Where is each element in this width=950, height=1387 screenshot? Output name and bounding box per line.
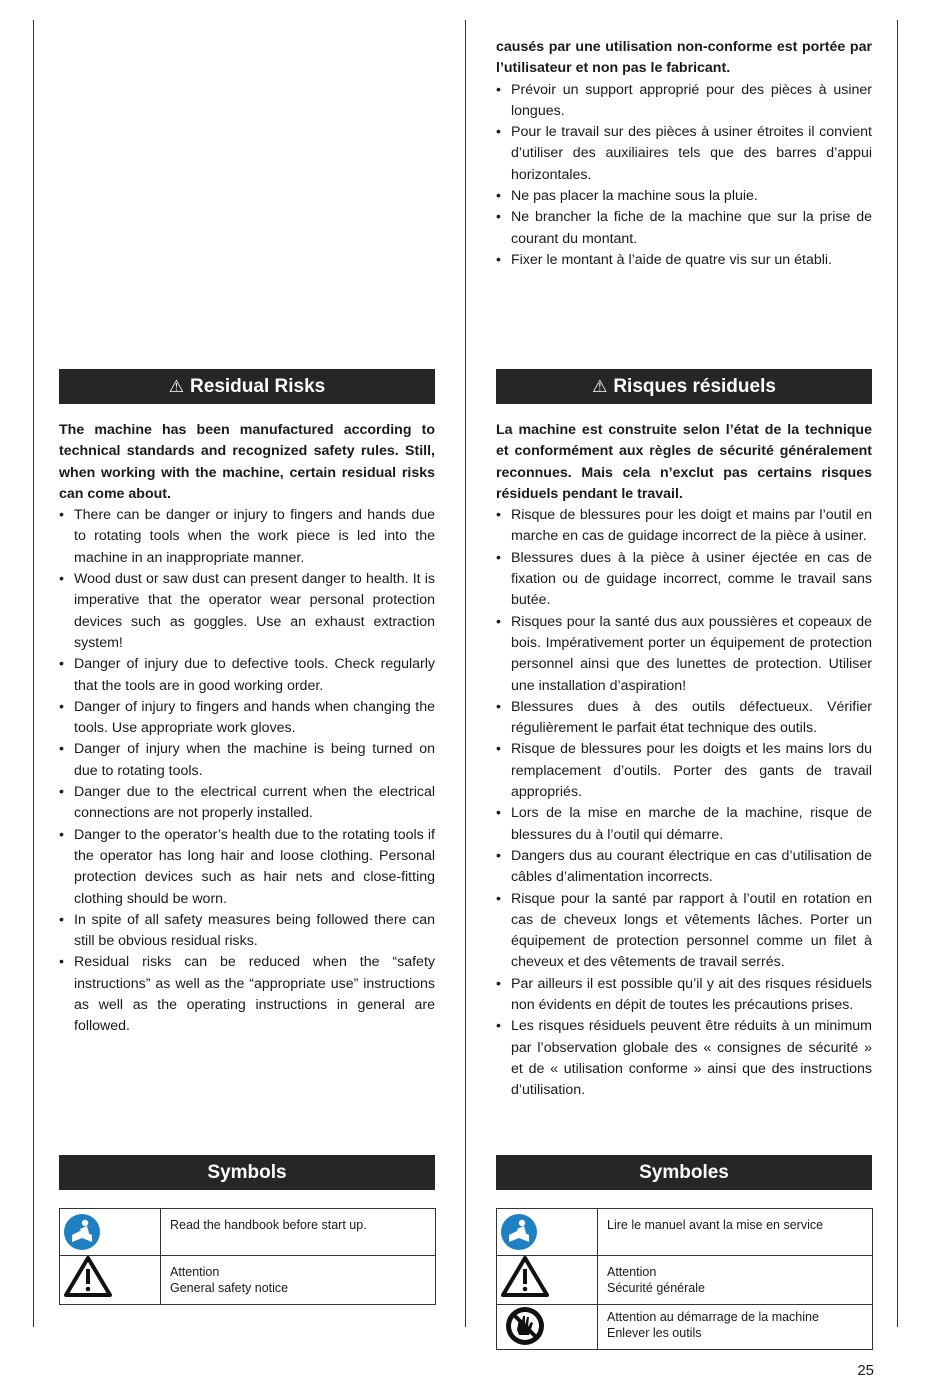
warning-icon: ⚠ bbox=[168, 377, 185, 396]
list-item: • Par ailleurs il est possible qu’il y ait des risques résiduels non évidents en dépit de toutes les précautions prises. bbox=[496, 974, 872, 1017]
warning-icon: ⚠ bbox=[592, 377, 608, 396]
list-item: • Danger of injury due to defective tools. Check regularly that the tools are in good working order. bbox=[59, 654, 435, 697]
list-item: • Les risques résiduels peuvent être réduits à un minimum par l’observation globale des « consignes de sécurité » et de « utilisation conforme » ainsi que des instructions d’utilisation. bbox=[496, 1016, 872, 1101]
warning-triangle-icon bbox=[497, 1256, 557, 1298]
list-item: • Residual risks can be reduced when the “safety instructions” as well as the “appropriate use” instructions as well as the operating instructions in general are followed. bbox=[59, 952, 435, 1037]
residual-risks-header bbox=[59, 369, 435, 404]
risques-residuels-header bbox=[496, 369, 872, 404]
list-item: • Risque de blessures pour les doigts et les mains lors du remplacement d’outils. Porter des gants de travail appropriés. bbox=[496, 739, 872, 803]
center-gutter-line bbox=[465, 20, 466, 1327]
read-manual-icon bbox=[60, 1209, 120, 1255]
list-item: • Danger of injury to fingers and hands when changing the tools. Use appropriate work gloves. bbox=[59, 697, 435, 740]
list-item: • Risque de blessures pour les doigt et mains par l’outil en marche en cas de guidage incorrect de la pièce à usiner. bbox=[496, 505, 872, 548]
table-row bbox=[497, 1256, 873, 1305]
table-row bbox=[497, 1209, 873, 1256]
list-item: • There can be danger or injury to fingers and hands due to rotating tools when the work piece is led into the machine in an inappropriate manner. bbox=[59, 505, 435, 569]
list-item: • Lors de la mise en marche de la machine, risque de blessures du à l’outil qui démarre. bbox=[496, 803, 872, 846]
list-item: • Prévoir un support approprié pour des pièces à usiner longues. bbox=[496, 80, 872, 123]
symbol-text: Sécurité générale bbox=[607, 1281, 705, 1295]
table-row bbox=[497, 1305, 873, 1350]
section-title: Symboles bbox=[639, 1162, 729, 1183]
liability-note: causés par une utilisation non-conforme est portée par l’utilisateur et non pas le fabricant. bbox=[496, 39, 872, 77]
symbol-text: Attention bbox=[607, 1265, 657, 1279]
table-row bbox=[60, 1256, 436, 1305]
warning-triangle-icon bbox=[60, 1256, 120, 1298]
right-top-list bbox=[496, 80, 872, 272]
symbol-text: Read the handbook before start up. bbox=[170, 1218, 367, 1232]
residual-risks-section bbox=[59, 420, 435, 1038]
symbols-table bbox=[59, 1208, 436, 1305]
section-title: Risques résiduels bbox=[613, 376, 776, 397]
symbol-text: Lire le manuel avant la mise en service bbox=[607, 1218, 824, 1232]
list-item: • Risques pour la santé dus aux poussières et copeaux de bois. Impérativement porter un équipement de protection personnel ainsi que des lunettes de protection. Utiliser une installation d’aspiration! bbox=[496, 612, 872, 697]
list-item: • Fixer le montant à l’aide de quatre vis sur un établi. bbox=[496, 250, 872, 271]
right-margin-line bbox=[897, 20, 898, 1327]
symbol-text: Enlever les outils bbox=[607, 1326, 702, 1340]
list-item: • Danger to the operator’s health due to the rotating tools if the operator has long hair and loose clothing. Personal protection devices such as hair nets and close-fitting clothing should be worn. bbox=[59, 825, 435, 910]
residual-list bbox=[59, 505, 435, 1037]
list-item: • Wood dust or saw dust can present danger to health. It is imperative that the operator wear personal protection devices such as goggles. Use an exhaust extraction system! bbox=[59, 569, 435, 654]
symbol-text: General safety notice bbox=[170, 1281, 289, 1295]
section-title: Symbols bbox=[207, 1162, 287, 1183]
list-item: • Pour le travail sur des pièces à usiner étroites il convient d’utiliser des auxiliaires tels que des barres d’appui horizontales. bbox=[496, 122, 872, 186]
section-title: Residual Risks bbox=[190, 376, 326, 397]
residual-intro: La machine est construite selon l’état de la technique et conformément aux règles de sécurité généralement reconnues. Mais cela n’exclut pas certains risques résiduels pendant le travail. bbox=[496, 422, 872, 502]
residual-list bbox=[496, 505, 872, 1101]
table-row bbox=[60, 1209, 436, 1256]
list-item: • Blessures dues à des outils défectueux. Vérifier régulièrement le parfait état technique des outils. bbox=[496, 697, 872, 740]
list-item: • In spite of all safety measures being followed there can still be obvious residual risks. bbox=[59, 910, 435, 953]
no-hands-prohibition-icon bbox=[497, 1305, 557, 1347]
symboles-table bbox=[496, 1208, 873, 1350]
page-number: 25 bbox=[857, 1362, 874, 1379]
symbol-text: Attention bbox=[170, 1265, 220, 1279]
list-item: • Risque pour la santé par rapport à l’outil en rotation en cas de cheveux longs et vêtements lâches. Porter un équipement de protection personnel comme un filet à cheveux et des vêtements de travail serrés. bbox=[496, 889, 872, 974]
list-item: • Danger of injury when the machine is being turned on due to rotating tools. bbox=[59, 739, 435, 782]
list-item: • Ne pas placer la machine sous la pluie. bbox=[496, 186, 872, 207]
risques-residuels-section bbox=[496, 420, 872, 1102]
list-item: • Dangers dus au courant électrique en cas d’utilisation de câbles d’alimentation incorrects. bbox=[496, 846, 872, 889]
list-item: • Ne brancher la fiche de la machine que sur la prise de courant du montant. bbox=[496, 207, 872, 250]
list-item: • Blessures dues à la pièce à usiner éjectée en cas de fixation ou de guidage incorrect, comme le travail sans butée. bbox=[496, 548, 872, 612]
left-margin-line bbox=[33, 20, 34, 1327]
symboles-header bbox=[496, 1155, 872, 1190]
list-item: • Danger due to the electrical current when the electrical connections are not properly installed. bbox=[59, 782, 435, 825]
read-manual-icon bbox=[497, 1209, 557, 1255]
symbol-text: Attention au démarrage de la machine bbox=[607, 1310, 819, 1324]
right-top-section bbox=[496, 37, 872, 271]
symbols-header bbox=[59, 1155, 435, 1190]
residual-intro: The machine has been manufactured according to technical standards and recognized safety rules. Still, when working with the machine, certain residual risks can come about. bbox=[59, 422, 435, 502]
